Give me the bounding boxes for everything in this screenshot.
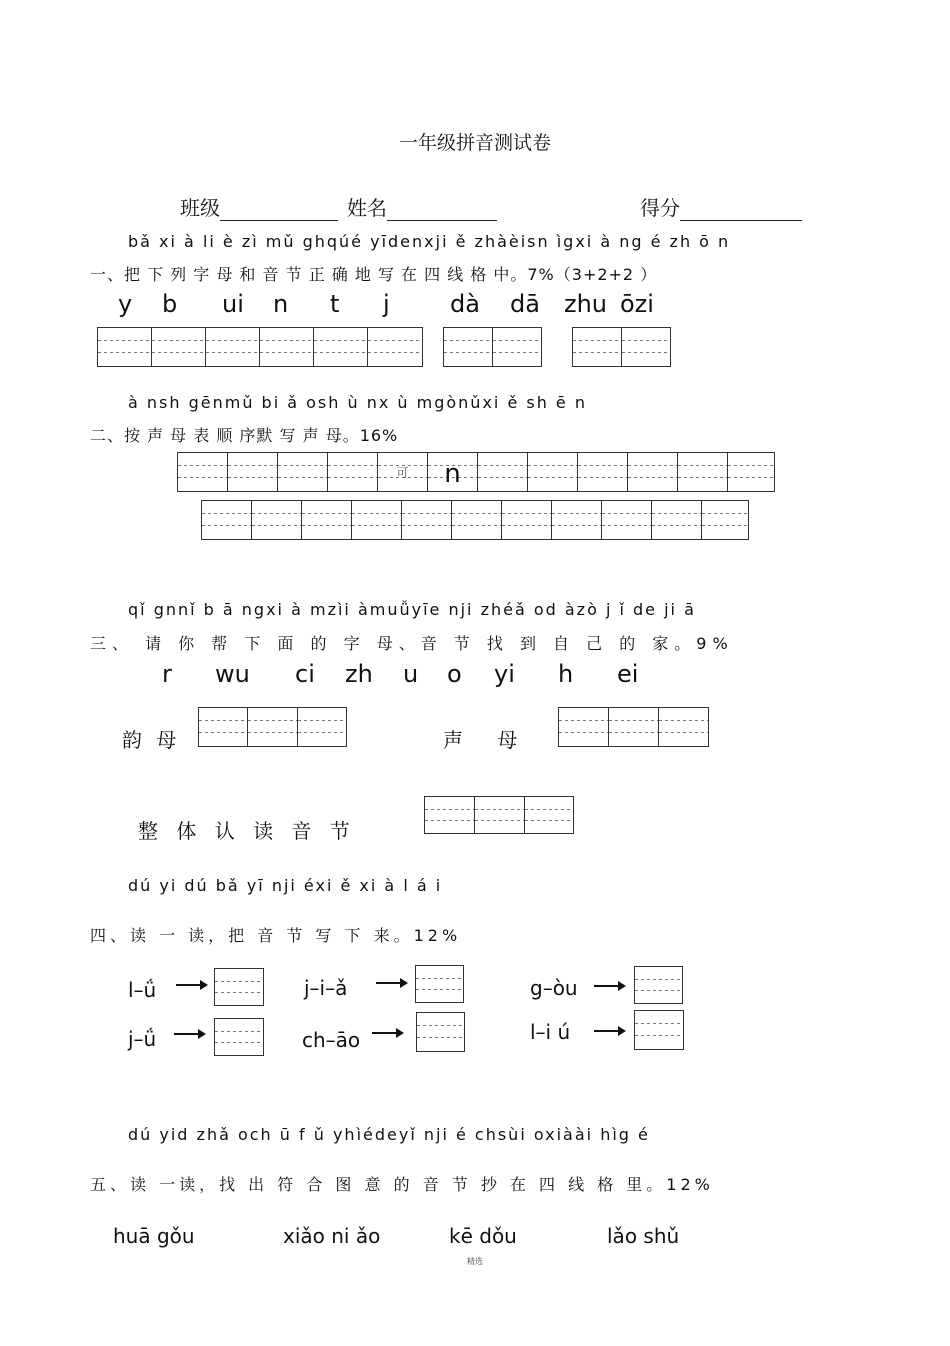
score-label: 得分	[640, 196, 680, 220]
section1-pinyin: bǎ xi à li è zì mǔ ghqúé yīdenxji ě zhàèisn ìgxi à ng é zh ō n	[128, 232, 731, 251]
s4-grid-2[interactable]	[415, 965, 464, 1003]
grid-cell[interactable]	[702, 500, 749, 540]
grid-cell[interactable]	[215, 968, 264, 1006]
s5-item-kedou: kē dǒu	[449, 1224, 517, 1248]
section3-pinyin: qǐ gnnǐ b ā ngxi à mzìi àmuǚyīe nji zhéǎ od àzò j ǐ de ji ā	[128, 600, 696, 619]
score-blank[interactable]	[680, 198, 802, 221]
s5-item-huagou: huā gǒu	[113, 1224, 195, 1248]
grid-cell[interactable]	[578, 452, 628, 492]
s3-item-ei: ei	[617, 660, 639, 688]
grid-cell[interactable]	[416, 965, 464, 1003]
grid-cell[interactable]	[552, 500, 602, 540]
grid-cell[interactable]	[444, 327, 493, 367]
grid-cell[interactable]	[493, 327, 542, 367]
section1-question: 一、把 下 列 字 母 和 音 节 正 确 地 写 在 四 线 格 中。7%（3+2+2 ）	[90, 265, 658, 284]
footer-watermark: 精选	[467, 1257, 483, 1266]
grid-cell[interactable]	[206, 327, 260, 367]
grid-cell[interactable]	[659, 707, 709, 747]
grid-cell[interactable]	[678, 452, 728, 492]
s2-grid-row2[interactable]	[201, 500, 749, 540]
grid-cell[interactable]	[428, 452, 478, 492]
name-label: 姓名	[347, 196, 387, 220]
s3-item-o: o	[447, 660, 462, 688]
s4-grid-4[interactable]	[214, 1018, 264, 1056]
s4-grid-3[interactable]	[634, 966, 683, 1004]
grid-cell[interactable]	[252, 500, 302, 540]
s4-grid-5[interactable]	[416, 1012, 465, 1052]
s3-item-ci: ci	[295, 660, 315, 688]
shengmu-label: 声 母	[443, 728, 532, 752]
section2-question: 二、按 声 母 表 顺 序默 写 声 母。16%	[90, 426, 399, 445]
section2-pinyin: à nsh gēnmǔ bi ǎ osh ù nx ù mgònǔxi ě sh ē n	[128, 393, 587, 412]
s4-grid-1[interactable]	[214, 968, 264, 1006]
class-blank[interactable]	[220, 198, 338, 221]
grid-cell[interactable]	[278, 452, 328, 492]
s4-item-liu: l–i ú	[530, 1020, 571, 1044]
s1-item-j: j	[383, 290, 390, 318]
grid-cell[interactable]	[298, 707, 347, 747]
class-field	[180, 192, 338, 221]
name-field	[347, 192, 497, 221]
grid-cell[interactable]	[635, 1010, 684, 1050]
grid-cell[interactable]	[425, 796, 475, 834]
s1-item-b: b	[162, 290, 178, 318]
grid-cell[interactable]	[314, 327, 368, 367]
grid-cell[interactable]	[525, 796, 574, 834]
grid-cell[interactable]	[628, 452, 678, 492]
s1-item-n: n	[273, 290, 289, 318]
s4-item-chao: ch–āo	[302, 1028, 361, 1052]
grid-cell[interactable]	[302, 500, 352, 540]
class-label: 班级	[180, 196, 220, 220]
arrow-icon	[376, 982, 406, 984]
arrow-icon	[594, 985, 624, 987]
arrow-icon	[372, 1032, 402, 1034]
arrow-icon	[174, 1033, 204, 1035]
s5-item-xiaoniao: xiǎo ni ǎo	[283, 1224, 381, 1248]
grid-cell[interactable]	[528, 452, 578, 492]
grid-cell[interactable]	[402, 500, 452, 540]
s1-item-y: y	[118, 290, 133, 318]
s5-item-laoshu: lǎo shǔ	[607, 1224, 680, 1248]
s4-item-lv: l–ǘ	[128, 978, 157, 1002]
s3-item-h: h	[558, 660, 574, 688]
grid-cell[interactable]	[559, 707, 609, 747]
s1-syllable-zhu: zhu	[564, 290, 608, 318]
s3-item-zh: zh	[345, 660, 373, 688]
grid-cell[interactable]	[248, 707, 298, 747]
section4-pinyin: dú yi dú bǎ yī nji éxi ě xi à l á i	[128, 876, 443, 895]
grid-cell[interactable]	[502, 500, 552, 540]
grid-cell[interactable]	[260, 327, 314, 367]
grid-cell[interactable]	[228, 452, 278, 492]
yunmu-grid[interactable]	[198, 707, 347, 747]
grid-cell[interactable]	[178, 452, 228, 492]
s1-grid-b[interactable]	[443, 327, 542, 367]
yunmu-label: 韵 母	[122, 728, 181, 752]
arrow-icon	[594, 1030, 624, 1032]
grid-cell[interactable]	[352, 500, 402, 540]
section5-pinyin: dú yid zhǎ och ū f ǔ yhìédeyǐ nji é chsùi oxiàài hìg é	[128, 1125, 650, 1144]
arrow-icon	[176, 984, 206, 986]
page-title: 一年级拼音测试卷	[398, 132, 551, 154]
grid-cell[interactable]	[202, 500, 252, 540]
s4-item-gou: g–òu	[530, 976, 578, 1000]
score-field	[640, 192, 802, 221]
s1-grid-a[interactable]	[97, 327, 423, 367]
grid-cell[interactable]	[728, 452, 775, 492]
grid-cell[interactable]	[215, 1018, 264, 1056]
s1-syllable-da4: dà	[450, 290, 480, 318]
hint-char: 可	[396, 466, 409, 480]
s2-grid-row1[interactable]	[177, 452, 775, 492]
section5-question: 五、读 一读，找 出 符 合 图 意 的 音 节 抄 在 四 线 格 里。12%	[90, 1175, 714, 1194]
name-blank[interactable]	[387, 198, 497, 221]
s1-item-t: t	[330, 290, 340, 318]
s3-item-wu: wu	[215, 660, 250, 688]
grid-cell[interactable]	[609, 707, 659, 747]
zhengti-label: 整 体 认 读 音 节	[138, 819, 356, 843]
given-letter-n: n	[444, 459, 461, 489]
grid-cell[interactable]	[452, 500, 502, 540]
grid-cell[interactable]	[328, 452, 378, 492]
grid-cell[interactable]	[378, 452, 428, 492]
s1-syllable-ozi: ōzi	[620, 290, 654, 318]
s3-item-yi: yi	[494, 660, 515, 688]
grid-cell[interactable]	[417, 1012, 465, 1052]
grid-cell[interactable]	[478, 452, 528, 492]
shengmu-grid[interactable]	[558, 707, 709, 747]
grid-cell[interactable]	[98, 327, 152, 367]
grid-cell[interactable]	[152, 327, 206, 367]
grid-cell[interactable]	[602, 500, 652, 540]
section3-question: 三、 请 你 帮 下 面 的 字 母、音 节 找 到 自 己 的 家。9%	[90, 634, 734, 653]
grid-cell[interactable]	[475, 796, 525, 834]
s4-grid-6[interactable]	[634, 1010, 684, 1050]
grid-cell[interactable]	[622, 327, 671, 367]
section4-question: 四、读 一 读，把 音 节 写 下 来。12%	[90, 926, 462, 945]
s4-item-jia: j–i–ǎ	[304, 976, 348, 1000]
s4-item-jv: j–ǘ	[128, 1027, 157, 1051]
s1-grid-c[interactable]	[572, 327, 671, 367]
s1-syllable-da1: dā	[510, 290, 540, 318]
s3-item-u: u	[403, 660, 419, 688]
s1-item-ui: ui	[222, 290, 244, 318]
s3-item-r: r	[162, 660, 172, 688]
grid-cell[interactable]	[573, 327, 622, 367]
grid-cell[interactable]	[635, 966, 683, 1004]
grid-cell[interactable]	[199, 707, 248, 747]
zhengti-grid[interactable]	[424, 796, 574, 834]
grid-cell[interactable]	[652, 500, 702, 540]
grid-cell[interactable]	[368, 327, 423, 367]
